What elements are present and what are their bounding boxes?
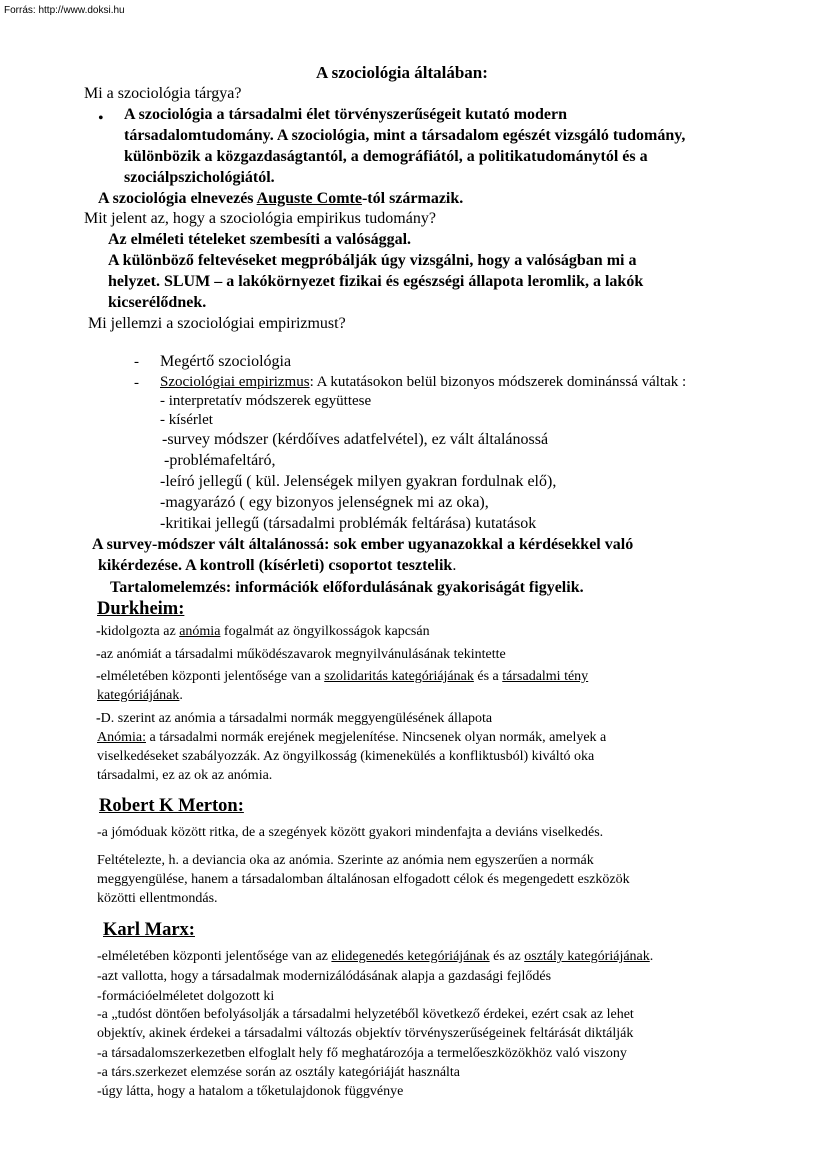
question-empirical: Mit jelent az, hogy a szociológia empirikus tudomány? [84,210,436,227]
dash-marker: - [134,354,139,370]
question-empiricism: Mi jellemzi a szociológiai empirizmust? [88,315,346,332]
marx-line-5: objektív, akinek érdekei a társadalmi változás objektív törvényszerűségeinek feltárását diktálják [97,1026,634,1041]
list-item-empiricism: Szociológiai empirizmus: A kutatásokon belül bizonyos módszerek dominánssá váltak : [160,374,687,390]
comte-line: A szociológia elnevezés Auguste Comte-tól származik. [98,190,464,207]
survey-line-2: kikérdezése. A kontroll (kísérleti) csoportot tesztelik. [98,557,457,574]
heading-merton: Robert K Merton: [99,796,244,816]
merton-line-1: -a jómóduak között ritka, de a szegények között gyakori mindenfajta a deviáns viselkedés. [97,825,604,840]
page-title: A szociológia általában: [316,63,488,82]
sub-item: -problémafeltáró, [164,452,276,469]
survey-line-1: A survey-módszer vált általánossá: sok ember ugyanazokkal a kérdésekkel való [92,536,634,553]
anomia-line-2: viselkedéseket szabályozzák. Az öngyilkosság (kimenekülés a konfliktusból) kiváltó oka [97,749,595,764]
sub-item: -magyarázó ( egy bizonyos jelenségnek mi az oka), [160,494,489,511]
durkheim-line-3: -elméletében központi jelentősége van a szolidaritás kategóriájának és a társadalmi tény [96,669,589,684]
sub-item: -survey módszer (kérdőíves adatfelvétel), ez vált általánossá [162,431,549,448]
content-analysis: Tartalomelemzés: információk előfordulásának gyakoriságát figyelik. [110,579,584,596]
anomia-line-1: Anómia: a társadalmi normák erejének megjelenítése. Nincsenek olyan normák, amelyek a [97,730,607,745]
source-label: Forrás: http://www.doksi.hu [4,5,125,16]
marx-line-7: -a társ.szerkezet elemzése során az osztály kategóriáját használta [97,1065,461,1080]
marx-line-1: -elméletében központi jelentősége van az elidegenedés ketegóriájának és az osztály kategóriájának. [97,949,654,964]
sub-item: -kritikai jellegű (társadalmi problémák feltárása) kutatások [160,515,537,532]
empirical-line-2: A különböző feltevéseket megpróbálják úgy vizsgálni, hogy a valóságban mi a [108,252,637,269]
sub-item: - interpretatív módszerek együttese [160,393,372,409]
merton-para-3: közötti ellentmondás. [97,891,218,906]
heading-durkheim: Durkheim: [97,599,185,619]
bullet-icon: • [98,110,104,127]
merton-para-2: meggyengülése, hanem a társadalomban általánosan elfogadott célok és megengedett eszközök [97,872,630,887]
empirical-line-1: Az elméleti tételeket szembesíti a valósággal. [108,231,412,248]
durkheim-line-2: -az anómiát a társadalmi működészavarok megnyilvánulásának tekintette [96,647,506,662]
heading-marx: Karl Marx: [103,920,195,940]
merton-para-1: Feltételezte, h. a deviancia oka az anómia. Szerinte az anómia nem egyszerűen a normák [97,853,594,868]
empirical-line-4: kicserélődnek. [108,294,207,311]
list-item-understanding: Megértő szociológia [160,353,292,370]
durkheim-line-3b: kategóriájának. [97,688,183,703]
durkheim-line-4: -D. szerint az anómia a társadalmi normák meggyengülésének állapota [96,711,493,726]
anomia-line-3: társadalmi, ez az ok az anómia. [97,768,273,783]
question-subject: Mi a szociológia tárgya? [84,85,242,102]
marx-line-3: -formációelméletet dolgozott ki [97,989,275,1004]
definition-line-3: különbözik a közgazdaságtantól, a demográfiától, a politikatudománytól és a [124,148,648,165]
marx-line-6: -a társadalomszerkezetben elfoglalt hely fő meghatározója a termelőeszközökhöz való viszony [97,1046,627,1061]
definition-line-1: A szociológia a társadalmi élet törvényszerűségeit kutató modern [124,106,568,123]
marx-line-8: -úgy látta, hogy a hatalom a tőketulajdonok függvénye [97,1084,404,1099]
sub-item: -leíró jellegű ( kül. Jelenségek milyen gyakran fordulnak elő), [160,473,557,490]
marx-line-4: -a „tudóst döntően befolyásolják a társadalmi helyzetéből következő érdekei, ezért csak az lehet [97,1007,634,1022]
sub-item: - kísérlet [160,412,213,428]
definition-line-2: társadalomtudomány. A szociológia, mint a társadalom egészét vizsgáló tudomány, [124,127,686,144]
marx-line-2: -azt vallotta, hogy a társadalmak modernizálódásának alapja a gazdasági fejlődés [97,969,552,984]
definition-line-4: szociálpszichológiától. [124,169,275,186]
empirical-line-3: helyzet. SLUM – a lakókörnyezet fizikai és egészségi állapota leromlik, a lakók [108,273,644,290]
dash-marker: - [134,375,139,391]
durkheim-line-1: -kidolgozta az anómia fogalmát az öngyilkosságok kapcsán [96,624,430,639]
